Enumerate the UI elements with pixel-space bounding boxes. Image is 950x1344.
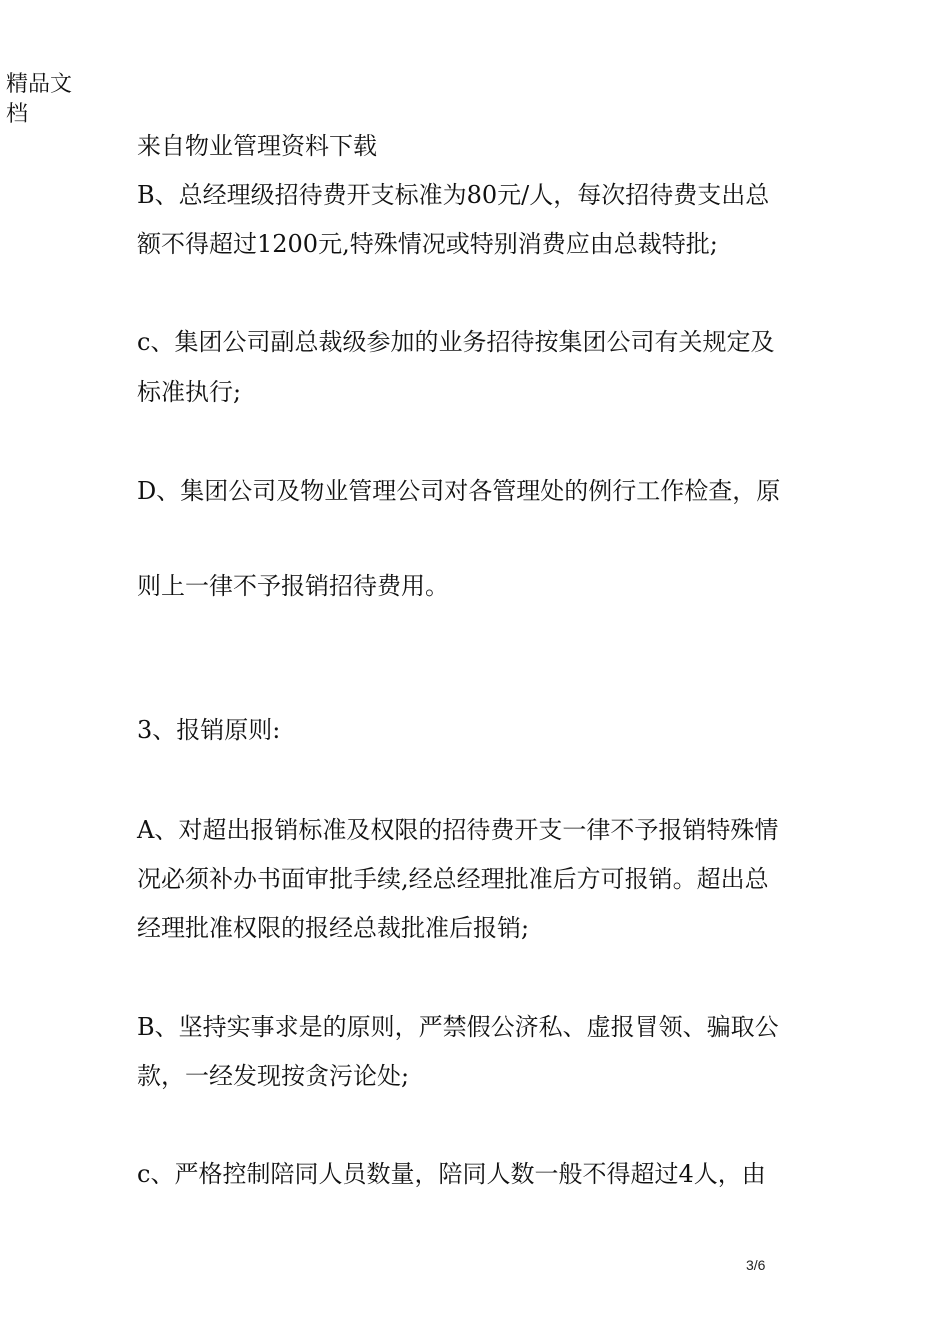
source-note: 来自物业管理资料下载 — [137, 132, 377, 160]
body-line: B、坚持实事求是的原则，严禁假公济私、虚报冒领、骗取公 — [137, 1013, 779, 1041]
body-line: 经理批准权限的报经总裁批准后报销; — [137, 914, 530, 942]
body-line: 款，一经发现按贪污论处; — [137, 1062, 410, 1090]
section-heading: 3、报销原则: — [137, 716, 281, 744]
body-line: B、总经理级招待费开支标准为80元/人，每次招待费支出总 — [137, 181, 770, 209]
body-line: 则上一律不予报销招待费用。 — [137, 572, 449, 600]
body-line: D、集团公司及物业管理公司对各管理处的例行工作检查，原 — [137, 477, 781, 505]
page-number: 3/6 — [746, 1257, 766, 1273]
body-line: c、集团公司副总裁级参加的业务招待按集团公司有关规定及 — [137, 328, 775, 356]
body-line: 额不得超过1200元,特殊情况或特别消费应由总裁特批; — [137, 230, 718, 258]
body-line: 况必须补办书面审批手续,经总经理批准后方可报销。超出总 — [137, 865, 769, 893]
watermark-label: 精品文档 — [6, 72, 73, 127]
body-line: A、对超出报销标准及权限的招待费开支一律不予报销特殊情 — [137, 816, 779, 844]
body-line: 标准执行; — [137, 378, 242, 406]
body-line: c、严格控制陪同人员数量，陪同人数一般不得超过4人，由 — [137, 1160, 766, 1188]
